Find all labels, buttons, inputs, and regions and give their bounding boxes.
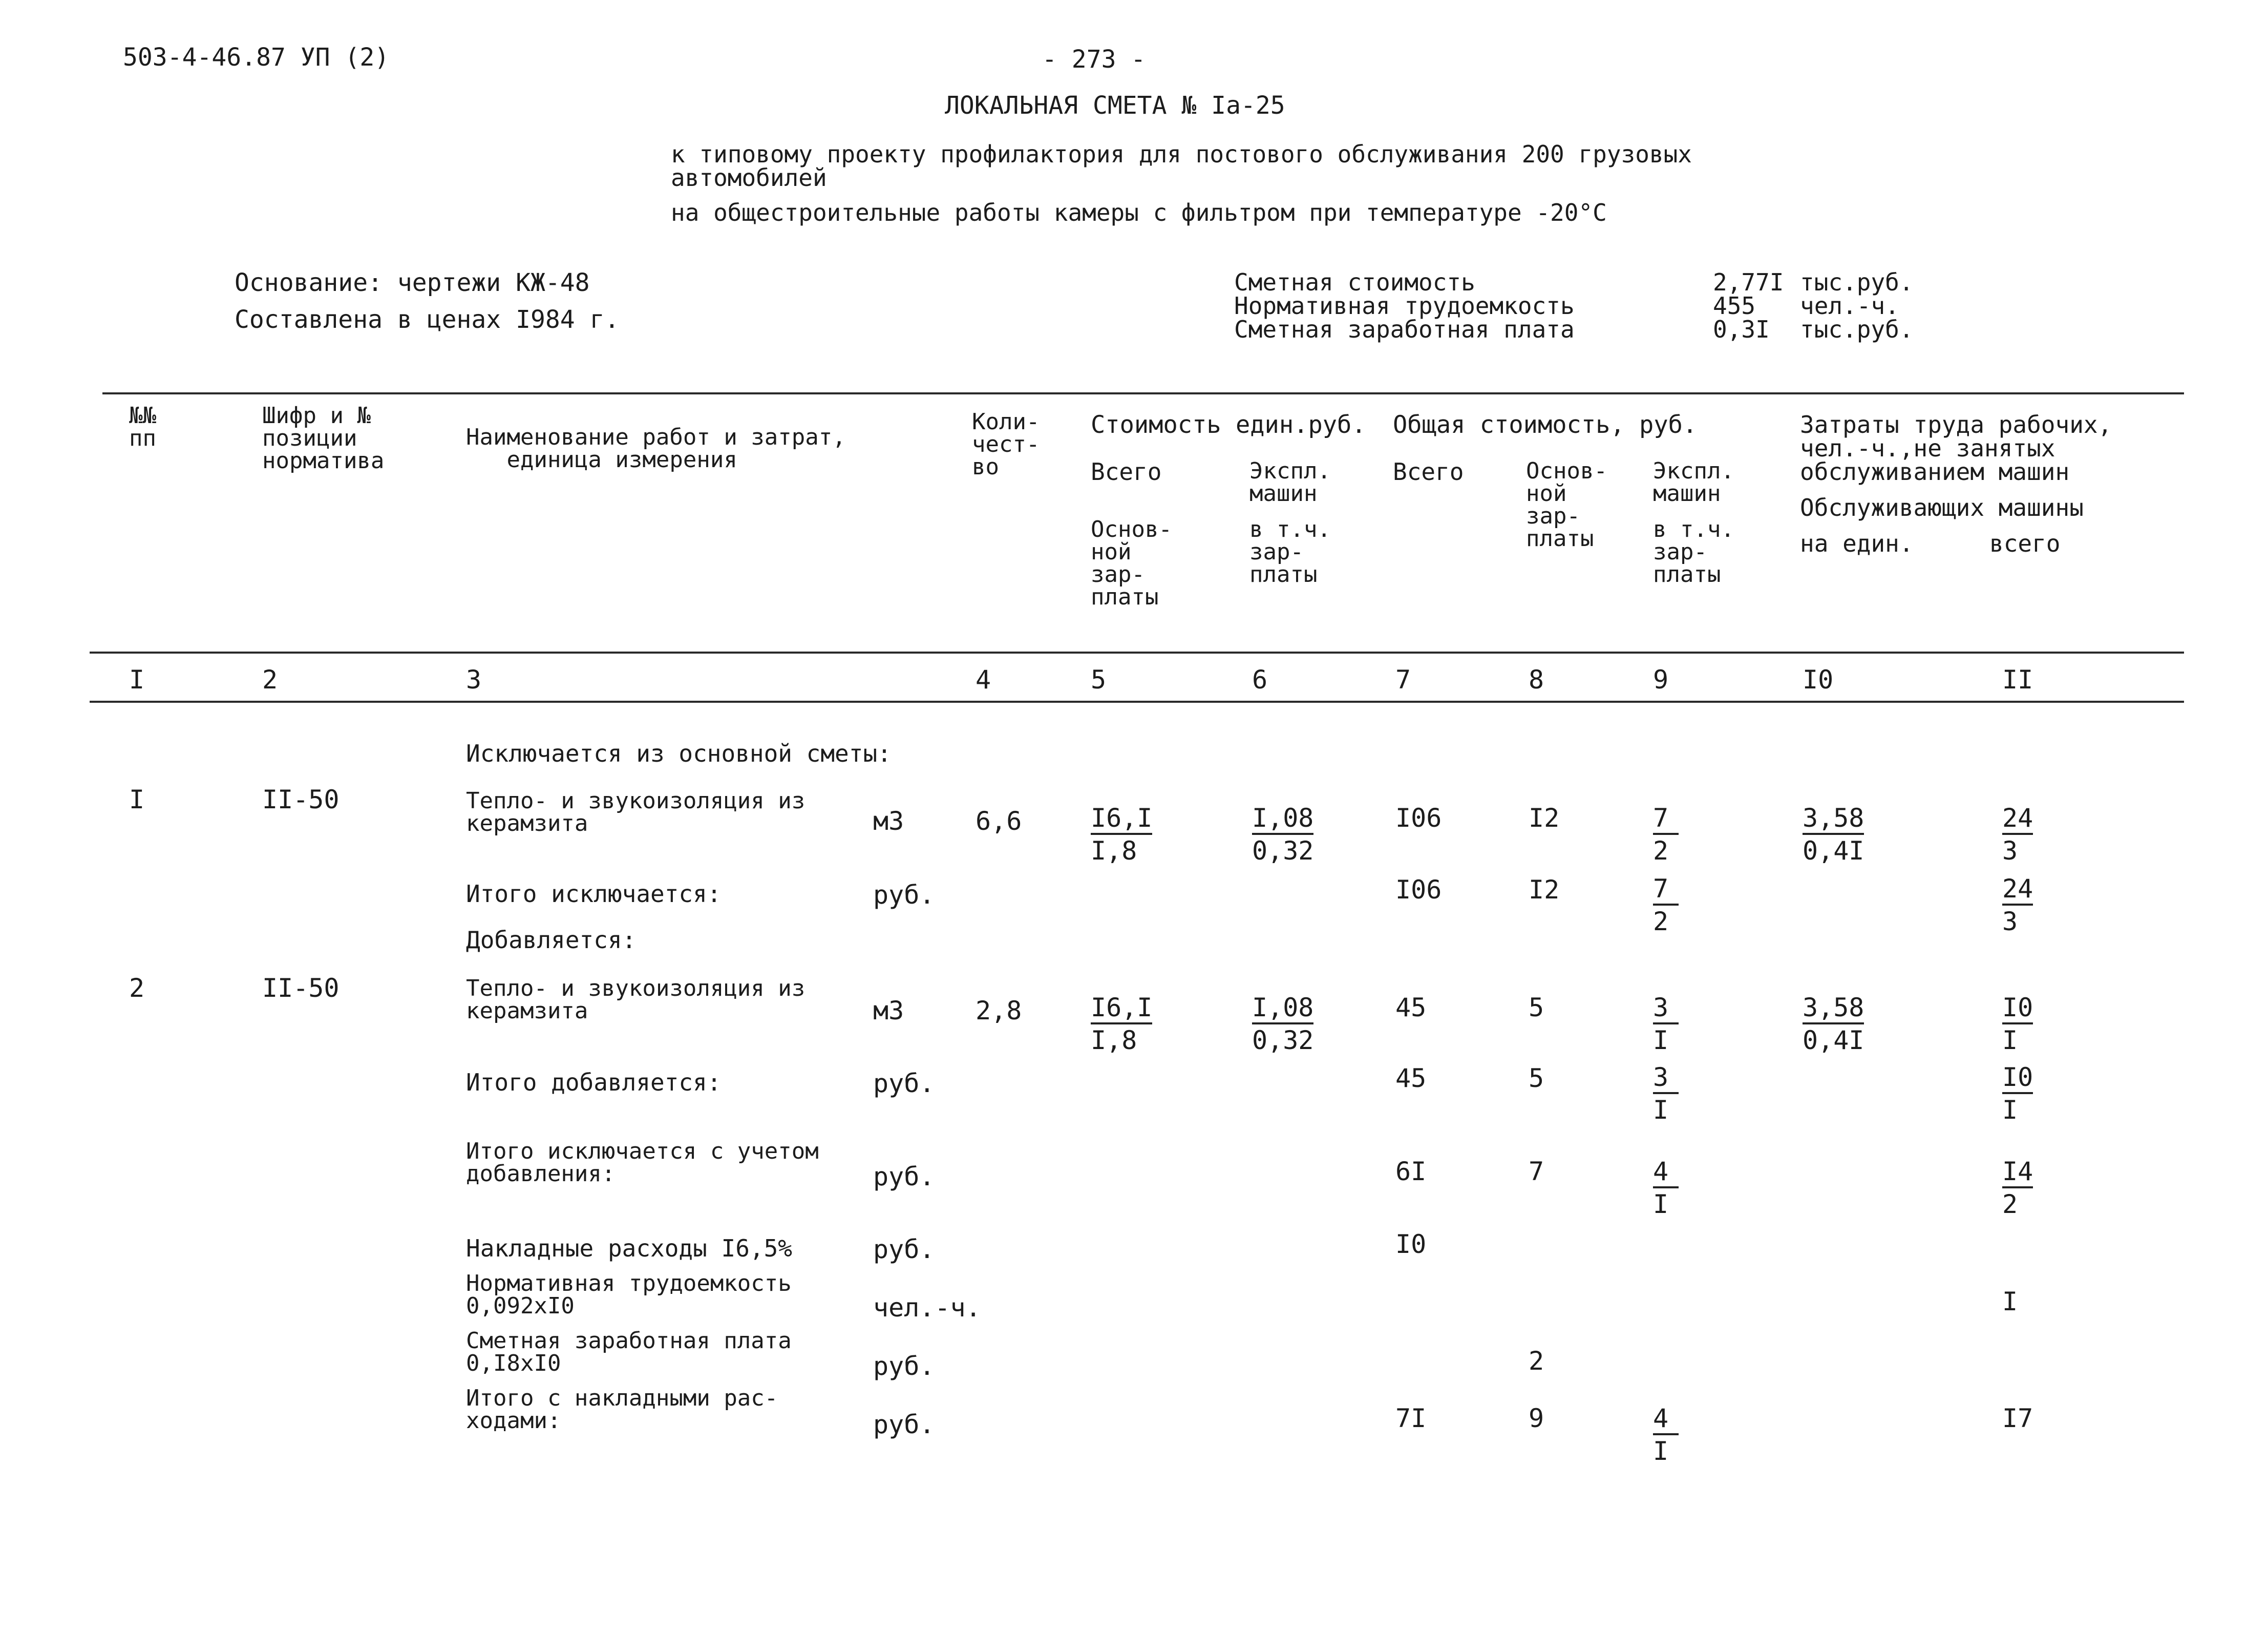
document-subtitle: к типовому проекту профилактория для постового обслуживания 200 грузовых автомобилей [671, 140, 1692, 192]
net-total-machines: $\frac{4}{I}$ [1653, 1159, 1679, 1217]
row2-quantity: 2,8 [976, 996, 1022, 1025]
labor-norm-label: Нормативная трудоемкость 0,092хI0 [466, 1270, 792, 1319]
row1-unit-machines: $\frac{I,08}{0,32}$ [1252, 803, 1314, 866]
column-number-2: 2 [262, 665, 278, 695]
header-labor-machines: Обслуживающих машины [1800, 494, 2084, 521]
column-number-4: 4 [976, 665, 991, 695]
summary-units: тыс.руб. чел.-ч. тыс.руб. [1800, 268, 1914, 343]
row2-code: II-50 [262, 973, 340, 1003]
header-total-machines: Экспл. машин [1653, 458, 1734, 507]
net-total-wage: 7 [1529, 1157, 1544, 1186]
column-number-5: 5 [1091, 665, 1107, 695]
header-total-wage: Основ- ной зар- платы [1526, 458, 1607, 552]
document-subtitle-2: на общестроительные работы камеры с фильтром при температуре -20°С [671, 199, 1607, 226]
column-number-7: 7 [1395, 665, 1411, 695]
header-unit-machines-wage: в т.ч. зар- платы [1249, 516, 1331, 588]
excluded-heading: Исключается из основной сметы: [466, 740, 892, 767]
column-number-6: 6 [1252, 665, 1268, 695]
column-number-8: 8 [1529, 665, 1544, 695]
header-work-name: Наименование работ и затрат, единица измерения [466, 424, 846, 473]
table-top-rule [102, 392, 2184, 394]
header-labor-per-unit: на един. [1800, 530, 1914, 557]
header-total-cost: Общая стоимость, руб. [1393, 411, 1698, 439]
wage-unit: руб. [873, 1351, 935, 1381]
net-total-unit: руб. [873, 1162, 935, 1191]
row1-wage: I2 [1529, 803, 1560, 833]
header-row-number: №№ пп [129, 403, 156, 451]
net-total-labor: $\frac{I4}{2}$ [2002, 1157, 2033, 1219]
overhead-label: Накладные расходы I6,5% [466, 1234, 792, 1262]
row2-unit-cost: $\frac{I6,I}{I,8}$ [1091, 993, 1153, 1055]
header-unit-cost: Стоимость един.руб. [1091, 411, 1366, 439]
overhead-sum: I0 [1395, 1229, 1427, 1259]
added-heading: Добавляется: [466, 926, 637, 954]
header-labor-all: всего [1989, 530, 2061, 557]
column-number-10: I0 [1803, 665, 1834, 695]
added-total-unit: руб. [873, 1069, 935, 1098]
added-total-labor: $\frac{I0}{I}$ [2002, 1062, 2033, 1125]
column-number-11: II [2002, 665, 2033, 695]
column-number-1: I [129, 665, 145, 695]
header-total-machines-wage: в т.ч. зар- платы [1653, 516, 1734, 588]
row1-labor-unit: $\frac{3,58}{0,4I}$ [1803, 803, 1864, 866]
excluded-total-wage: I2 [1529, 875, 1560, 905]
header-unit-total-wage: Основ- ной зар- платы [1091, 516, 1172, 610]
row1-name: Тепло- и звукоизоляция из керамзита [466, 788, 806, 836]
final-total-machines: $\frac{4}{I}$ [1653, 1406, 1679, 1464]
overhead-unit: руб. [873, 1234, 935, 1264]
row2-labor-unit: $\frac{3,58}{0,4I}$ [1803, 993, 1864, 1055]
summary-values: 2,77I 455 0,3I [1713, 268, 1784, 343]
column-number-9: 9 [1653, 665, 1669, 695]
row2-labor-total: $\frac{I0}{I}$ [2002, 993, 2033, 1055]
header-unit-machines: Экспл. машин [1249, 458, 1331, 507]
excluded-total-sum: I06 [1395, 875, 1442, 905]
summary-labels: Сметная стоимость Нормативная трудоемкость Сметная заработная плата [1234, 268, 1575, 343]
column-number-3: 3 [466, 665, 482, 695]
added-total-wage: 5 [1529, 1063, 1544, 1093]
document-code: 503-4-46.87 УП (2) [123, 43, 390, 72]
net-total-label: Итого исключается с учетом добавления: [466, 1138, 819, 1187]
final-total-unit: руб. [873, 1410, 935, 1439]
excluded-total-label: Итого исключается: [466, 880, 722, 908]
final-total-sum: 7I [1395, 1403, 1427, 1433]
page-number: - 273 - [1042, 45, 1146, 74]
added-total-label: Итого добавляется: [466, 1069, 722, 1096]
row1-unit-cost: $\frac{I6,I}{I,8}$ [1091, 803, 1153, 866]
net-total-sum: 6I [1395, 1157, 1427, 1186]
row1-unit: м3 [873, 806, 904, 836]
header-labor: Затраты труда рабочих, чел.-ч.,не занятых обслуживанием машин [1800, 411, 2112, 486]
final-total-labor: I7 [2002, 1403, 2033, 1433]
column-numbers-rule [90, 701, 2184, 703]
header-total-all: Всего [1393, 458, 1464, 486]
header-code: Шифр и № позиции норматива [262, 403, 385, 474]
prices-year: Составлена в ценах I984 г. [235, 305, 620, 334]
table-header-rule [90, 652, 2184, 654]
document-title: ЛОКАЛЬНАЯ СМЕТА № Iа-25 [945, 91, 1285, 120]
excluded-total-machines: $\frac{7}{2}$ [1653, 876, 1679, 934]
labor-norm-value: I [2002, 1287, 2018, 1316]
excluded-total-labor: $\frac{24}{3}$ [2002, 874, 2033, 936]
row1-code: II-50 [262, 785, 340, 814]
final-total-wage: 9 [1529, 1403, 1544, 1433]
header-quantity: Коли- чест- во [972, 409, 1040, 480]
excluded-total-unit: руб. [873, 880, 935, 910]
row1-total: I06 [1395, 803, 1442, 833]
labor-norm-unit: чел.-ч. [873, 1293, 981, 1323]
wage-value: 2 [1529, 1346, 1544, 1376]
wage-label: Сметная заработная плата 0,I8хI0 [466, 1328, 792, 1376]
basis: Основание: чертежи КЖ-48 [235, 268, 590, 297]
row1-machines: $\frac{7}{2}$ [1653, 805, 1679, 864]
added-total-machines: $\frac{3}{I}$ [1653, 1064, 1679, 1123]
row1-number: I [129, 785, 145, 814]
row2-total: 45 [1395, 993, 1427, 1022]
row2-unit-machines: $\frac{I,08}{0,32}$ [1252, 993, 1314, 1055]
row2-wage: 5 [1529, 993, 1544, 1022]
final-total-label: Итого с накладными рас- ходами: [466, 1385, 778, 1434]
row1-quantity: 6,6 [976, 806, 1022, 836]
row2-number: 2 [129, 973, 145, 1003]
added-total-sum: 45 [1395, 1063, 1427, 1093]
row2-unit: м3 [873, 996, 904, 1025]
row2-name: Тепло- и звукоизоляция из керамзита [466, 975, 806, 1024]
header-unit-total: Всего [1091, 458, 1162, 486]
row2-machines: $\frac{3}{I}$ [1653, 995, 1679, 1053]
row1-labor-total: $\frac{24}{3}$ [2002, 803, 2033, 866]
